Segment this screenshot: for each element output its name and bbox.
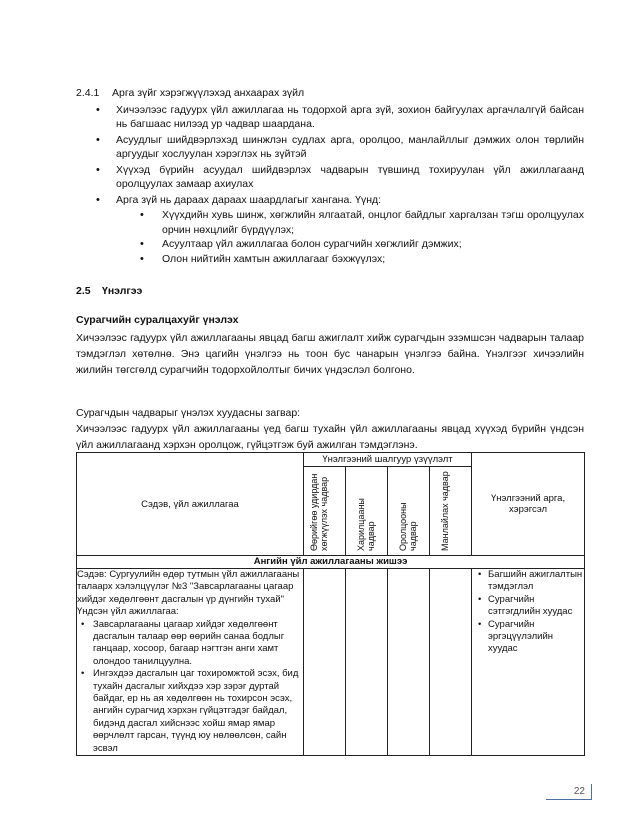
- activity-list: [77, 619, 303, 755]
- table-band: Ангийн үйл ажиллагааны жишээ: [77, 556, 585, 569]
- methods-cell: [472, 569, 585, 756]
- bullet-item: • Асуудлыг шийдвэрлэхэд шинжлэн судлах арга, оролцоо, манлайллыг дэмжих олон төрлийн аргуудыг хослуулан хэрэглэх нь зүйтэй: [76, 133, 584, 162]
- bullet-item: • Арга зүй нь дараах дараах шаардлагыг хангана. Үүнд:: [76, 193, 584, 208]
- criterion-cell: [304, 569, 346, 756]
- section-number: 2.5: [76, 285, 91, 297]
- criterion-label: Манлайлах чадвар: [439, 471, 450, 551]
- page-number: 22: [546, 784, 592, 800]
- criterion-header: [388, 467, 430, 556]
- criterion-header: [430, 467, 472, 556]
- bullet-item: • Хүүхэд бүрийн асуудал шийдвэрлэх чадварын түвшинд тохируулан үйл ажиллагаанд оролцуулах замаар ахиулах: [76, 163, 584, 192]
- criterion-cell: [346, 569, 388, 756]
- activity-label: Үндсэн үйл ажиллагаа:: [77, 606, 179, 618]
- criterion-cell: [430, 569, 472, 756]
- methods-list: [472, 569, 584, 655]
- section-number: 2.4.1: [76, 87, 100, 99]
- activity-intro: Сэдэв: Сургуулийн өдөр тутмын үйл ажиллагааны талаарх хэлэлцүүлэг №3 "Завсарлагааны цагаар хийдэг хөдөлгөөнт дасгалын үр дүнгийн тухай": [77, 569, 300, 605]
- section-title: Арга зүйг хэрэгжүүлэхэд анхаарах зүйл: [112, 87, 305, 99]
- header-criteria: Үнэлгээний шалгуур үзүүлэлт: [304, 453, 472, 467]
- bullet-list: [76, 103, 584, 208]
- activity-cell: [77, 569, 304, 756]
- subheading: Сурагчийн суралцахуйг үнэлэх: [76, 314, 239, 326]
- criterion-cell: [388, 569, 430, 756]
- sub-bullet-item: • Асуултаар үйл ажиллагаа болон сурагчийн хөгжлийг дэмжих;: [76, 237, 584, 252]
- sub-bullet-list: [76, 208, 584, 266]
- sub-bullet-item: • Олон нийтийн хамтын ажиллагааг бэхжүүлэх;: [76, 252, 584, 267]
- paragraph-line: Хичээлээс гадуурх үйл ажиллагааны үед багш тухайн үйл ажиллагааны явцад хүүхэд бүрийн үндсэн үйл ажиллагаанд хэрхэн оролцож, гүйцэтгэж буй ажилган тэмдэглэнэ.: [76, 423, 584, 451]
- criterion-label: Оролцооны чадвар: [397, 502, 418, 551]
- criterion-header: [304, 467, 346, 556]
- criterion-label: Өөрийгөө удирдан хөгжүүлэх чадвар: [308, 473, 329, 551]
- paragraph: [76, 405, 584, 453]
- paragraph-line: Сурагчдын чадварыг үнэлэх хуудасны загвар:: [76, 407, 301, 419]
- activity-item: • Завсарлагааны цагаар хийдэг хөдөлгөөнт дасгалын талаар өөр өөрийн санаа бодлыг ганцаар, хосоор, багаар нэгтгэн анги хамт олондоо танилцуулна.: [77, 619, 303, 669]
- section-title: Үнэлгээ: [102, 285, 143, 297]
- sub-bullet-item: • Хүүхдийн хувь шинж, хөгжлийн ялгаатай, онцлог байдлыг харгалзан тэгш оролцуулах орчин нөхцлийг бүрдүүлэх;: [76, 208, 584, 237]
- section-2-5-heading: [76, 285, 142, 297]
- criterion-header: [346, 467, 388, 556]
- section-2-4-1: [76, 86, 584, 266]
- method-item: • Багшийн ажиглалтын тэмдэглэл: [472, 569, 584, 593]
- paragraph: Хичээлээс гадуурх үйл ажиллагааны явцад багш ажиглалт хийж сурагчдын эзэмшсэн чадварын талаар тэмдэглэл хөтөлнө. Энэ цагийн үнэлгээ нь тоон бус чанарын үнэлгээ байна. Үнэлгээг хичээлийн жилийн төгсгөлд сурагчийн тодорхойлолтыг бичих үндэслэл болгоно.: [76, 332, 584, 376]
- section-2-4-1-heading: [76, 86, 584, 101]
- activity-item: • Ингэхдээ дасгалын цаг тохиромжтой эсэх, бид тухайн дасгалыг хийхдээ хэр зэрэг дуртай байдаг, ер нь ая хөдөлгөөн нь тохирсон эсэх, ангийн сурагчид хэрхэн гүйцэтгэдэг байдал, бидэнд дасгал хийснээс хойш ямар ямар өөрчлөлт гарсан, түүнд юу нөлөөлсөн, сайн эсвэл: [77, 668, 303, 755]
- header-methods: Үнэлгээний арга, хэрэгсэл: [472, 453, 585, 556]
- bullet-item: • Хичээлээс гадуурх үйл ажиллагаа нь тодорхой арга зүй, зохион байгуулах аргачлалгүй байсан нь багшаас нилээд ур чадвар шаардана.: [76, 103, 584, 132]
- criterion-label: Харилцааны чадвар: [355, 498, 376, 551]
- assessment-table: [76, 452, 585, 756]
- method-item: • Сурагчийн эргэцүүлэлийн хуудас: [472, 619, 584, 655]
- header-activity: Сэдэв, үйл ажиллагаа: [77, 453, 304, 556]
- method-item: • Сурагчийн сэтгэгдлийн хуудас: [472, 594, 584, 618]
